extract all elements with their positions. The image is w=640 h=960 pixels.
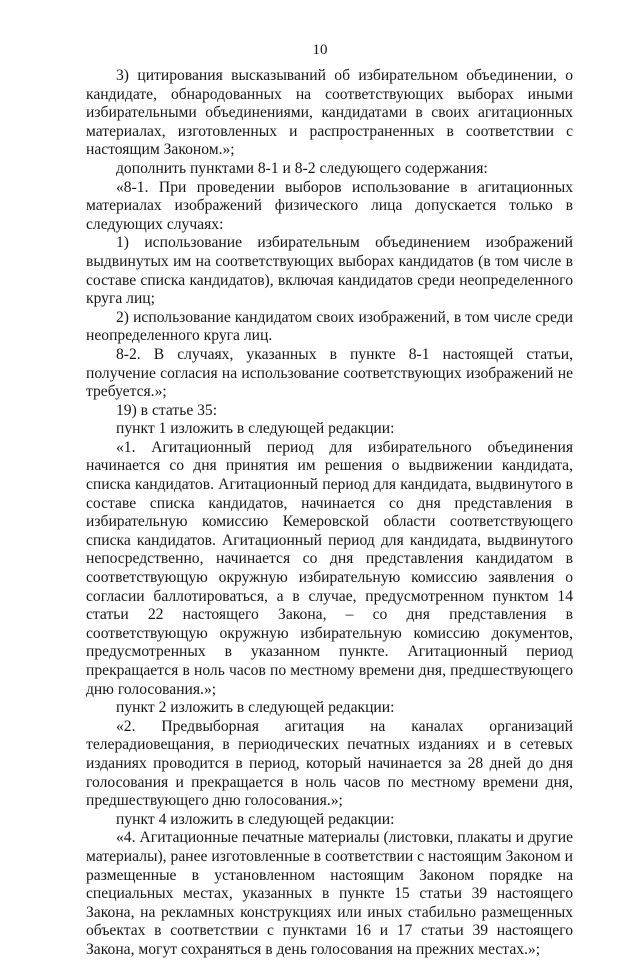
paragraph-article-35: 19) в статье 35: (116, 401, 218, 419)
paragraph-point-2-text: «2. Предвыборная агитация на каналах организаций телерадиовещания, в периодических печатных изданиях и в сетевых изданиях проводится в период, который начинается за 28 дней до дня голосования и прекращается в ноль часов по местному времени дня, предшествующего дню голосования.»; (86, 717, 573, 810)
document-body (86, 67, 573, 960)
paragraph-subclause-2: 2) использование кандидатом своих изображений, в том числе среди неопределенного круга лиц. (86, 308, 573, 345)
paragraph-point-1-intro: пункт 1 изложить в следующей редакции: (116, 420, 395, 438)
paragraph-point-2-intro: пункт 2 изложить в следующей редакции: (116, 699, 395, 717)
paragraph-point-8-2: 8-2. В случаях, указанных в пункте 8-1 настоящей статьи, получение согласия на использование соответствующих изображений не требуется.»; (86, 345, 573, 401)
paragraph-point-8-1: «8-1. При проведении выборов использование в агитационных материалах изображений физического лица допускается только в следующих случаях: (86, 178, 573, 233)
paragraph-clause-3: 3) цитирования высказываний об избирательном объединении, о кандидате, обнародованных на соответствующих выборах иными избирательными объединениями, кандидатами в своих агитационных материалах, изготовленных и распространенных в соответствии с настоящим Законом.»; (86, 67, 573, 159)
paragraph-add-points: дополнить пунктами 8-1 и 8-2 следующего содержания: (116, 159, 488, 177)
paragraph-point-1-text: «1. Агитационный период для избирательного объединения начинается со дня принятия им решения о выдвижении кандидата, списка кандидатов. Агитационный период для кандидата, выдвинутого в составе списка кандидатов, начинается со дня представления в избирательную комиссию Кемеровской области соответствующего списка кандидатов. Агитационный период для кандидата, выдвинутого непосредственно, начинается со дня представления кандидатом в соответствующую окружную избирательную комиссию заявления о согласии баллотироваться, а в случае, предусмотренном пунктом 14 статьи 22 настоящего Закона, – со дня представления в соответствующую окружную избирательную комиссию документов, предусмотренных в указанном пункте. Агитационный период прекращается в ноль часов по местному времени дня, предшествующего дню голосования.»; (86, 438, 573, 698)
paragraph-subclause-1: 1) использование избирательным объединением изображений выдвинутых им на соответствующих выборах кандидатов (в том числе в составе списка кандидатов), включая кандидатов среди неопределенного круга лиц; (86, 234, 573, 308)
paragraph-point-4-intro: пункт 4 изложить в следующей редакции: (116, 810, 395, 828)
paragraph-point-4-text: «4. Агитационные печатные материалы (листовки, плакаты и другие материалы), ранее изготовленные в соответствии с настоящим Законом и размещенные в установленном настоящим Законом порядке на специальных местах, указанных в пункте 15 статьи 39 настоящего Закона, на рекламных конструкциях или иных стабильно размещенных объектах в соответствии с пунктами 16 и 17 статьи 39 настоящего Закона, могут сохраняться в день голосования на прежних местах.»; (86, 829, 573, 958)
page-number: 10 (312, 42, 328, 58)
